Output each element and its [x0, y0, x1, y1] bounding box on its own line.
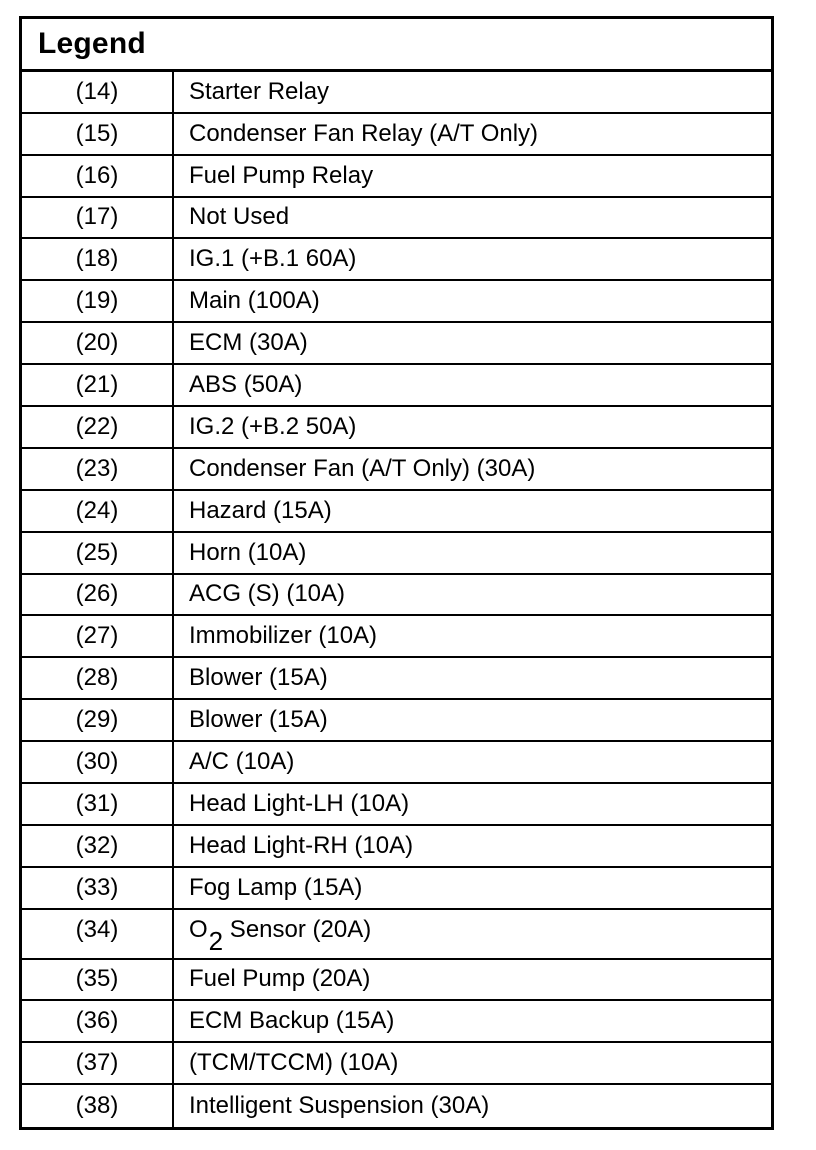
table-row	[22, 114, 771, 156]
table-row	[22, 323, 771, 365]
fuse-number: (32)	[22, 826, 174, 866]
fuse-number: (25)	[22, 533, 174, 573]
fuse-description: Fuel Pump Relay	[189, 161, 374, 189]
table-row	[22, 491, 771, 533]
fuse-description: Intelligent Suspension (30A)	[189, 1092, 490, 1120]
table-row	[22, 1001, 771, 1043]
fuse-description: Not Used	[189, 203, 290, 231]
fuse-number: (36)	[22, 1001, 174, 1041]
table-row	[22, 449, 771, 491]
fuse-number: (23)	[22, 449, 174, 489]
fuse-description: Condenser Fan (A/T Only) (30A)	[189, 454, 536, 482]
table-row	[22, 156, 771, 198]
table-row	[22, 960, 771, 1002]
desc-rest: Sensor (20A)	[223, 915, 372, 943]
legend-table	[19, 16, 774, 1130]
table-row	[22, 72, 771, 114]
table-row	[22, 658, 771, 700]
fuse-description: Horn (10A)	[189, 538, 307, 566]
table-row	[22, 407, 771, 449]
fuse-number: (30)	[22, 742, 174, 782]
fuse-description: Head Light-RH (10A)	[189, 831, 414, 859]
fuse-description: Fuel Pump (20A)	[189, 965, 371, 993]
fuse-number: (17)	[22, 198, 174, 238]
table-row	[22, 1085, 771, 1127]
fuse-number: (24)	[22, 491, 174, 531]
fuse-number: (26)	[22, 575, 174, 615]
fuse-number: (28)	[22, 658, 174, 698]
fuse-description: A/C (10A)	[189, 748, 295, 776]
table-row	[22, 868, 771, 910]
fuse-description: IG.1 (+B.1 60A)	[189, 245, 357, 273]
fuse-number: (38)	[22, 1085, 174, 1127]
table-row	[22, 700, 771, 742]
fuse-description: ACG (S) (10A)	[189, 580, 346, 608]
table-row	[22, 533, 771, 575]
table-row	[22, 281, 771, 323]
fuse-description: (TCM/TCCM) (10A)	[189, 1049, 399, 1077]
fuse-number: (16)	[22, 156, 174, 196]
fuse-description: ABS (50A)	[189, 371, 303, 399]
fuse-description: Starter Relay	[189, 77, 330, 105]
fuse-number: (33)	[22, 868, 174, 908]
table-row	[22, 616, 771, 658]
fuse-number: (21)	[22, 365, 174, 405]
fuse-number: (34)	[22, 910, 174, 958]
desc-subscript: 2	[208, 925, 224, 956]
desc-main: O	[189, 915, 208, 943]
fuse-description: ECM (30A)	[189, 329, 308, 357]
fuse-description: Blower (15A)	[189, 664, 328, 692]
fuse-number: (19)	[22, 281, 174, 321]
fuse-description: Condenser Fan Relay (A/T Only)	[189, 119, 539, 147]
table-row	[22, 826, 771, 868]
fuse-number: (14)	[22, 72, 174, 112]
fuse-description: Hazard (15A)	[189, 496, 332, 524]
fuse-number: (29)	[22, 700, 174, 740]
fuse-description	[174, 910, 771, 958]
fuse-number: (15)	[22, 114, 174, 154]
fuse-number: (22)	[22, 407, 174, 447]
table-row	[22, 198, 771, 240]
fuse-number: (20)	[22, 323, 174, 363]
table-row	[22, 1043, 771, 1085]
table-row	[22, 365, 771, 407]
fuse-number: (27)	[22, 616, 174, 656]
table-row	[22, 910, 771, 960]
fuse-number: (18)	[22, 239, 174, 279]
table-row	[22, 784, 771, 826]
fuse-description: Head Light-LH (10A)	[189, 789, 410, 817]
fuse-number: (31)	[22, 784, 174, 824]
table-row	[22, 575, 771, 617]
fuse-description: Fog Lamp (15A)	[189, 873, 363, 901]
legend-title: Legend	[38, 26, 146, 60]
fuse-description: ECM Backup (15A)	[189, 1007, 395, 1035]
table-row	[22, 239, 771, 281]
fuse-description: Main (100A)	[189, 287, 320, 315]
fuse-number: (37)	[22, 1043, 174, 1083]
fuse-description: IG.2 (+B.2 50A)	[189, 412, 357, 440]
fuse-description: Immobilizer (10A)	[189, 622, 378, 650]
fuse-number: (35)	[22, 960, 174, 1000]
fuse-description: Blower (15A)	[189, 706, 328, 734]
legend-header	[22, 19, 771, 72]
table-row	[22, 742, 771, 784]
